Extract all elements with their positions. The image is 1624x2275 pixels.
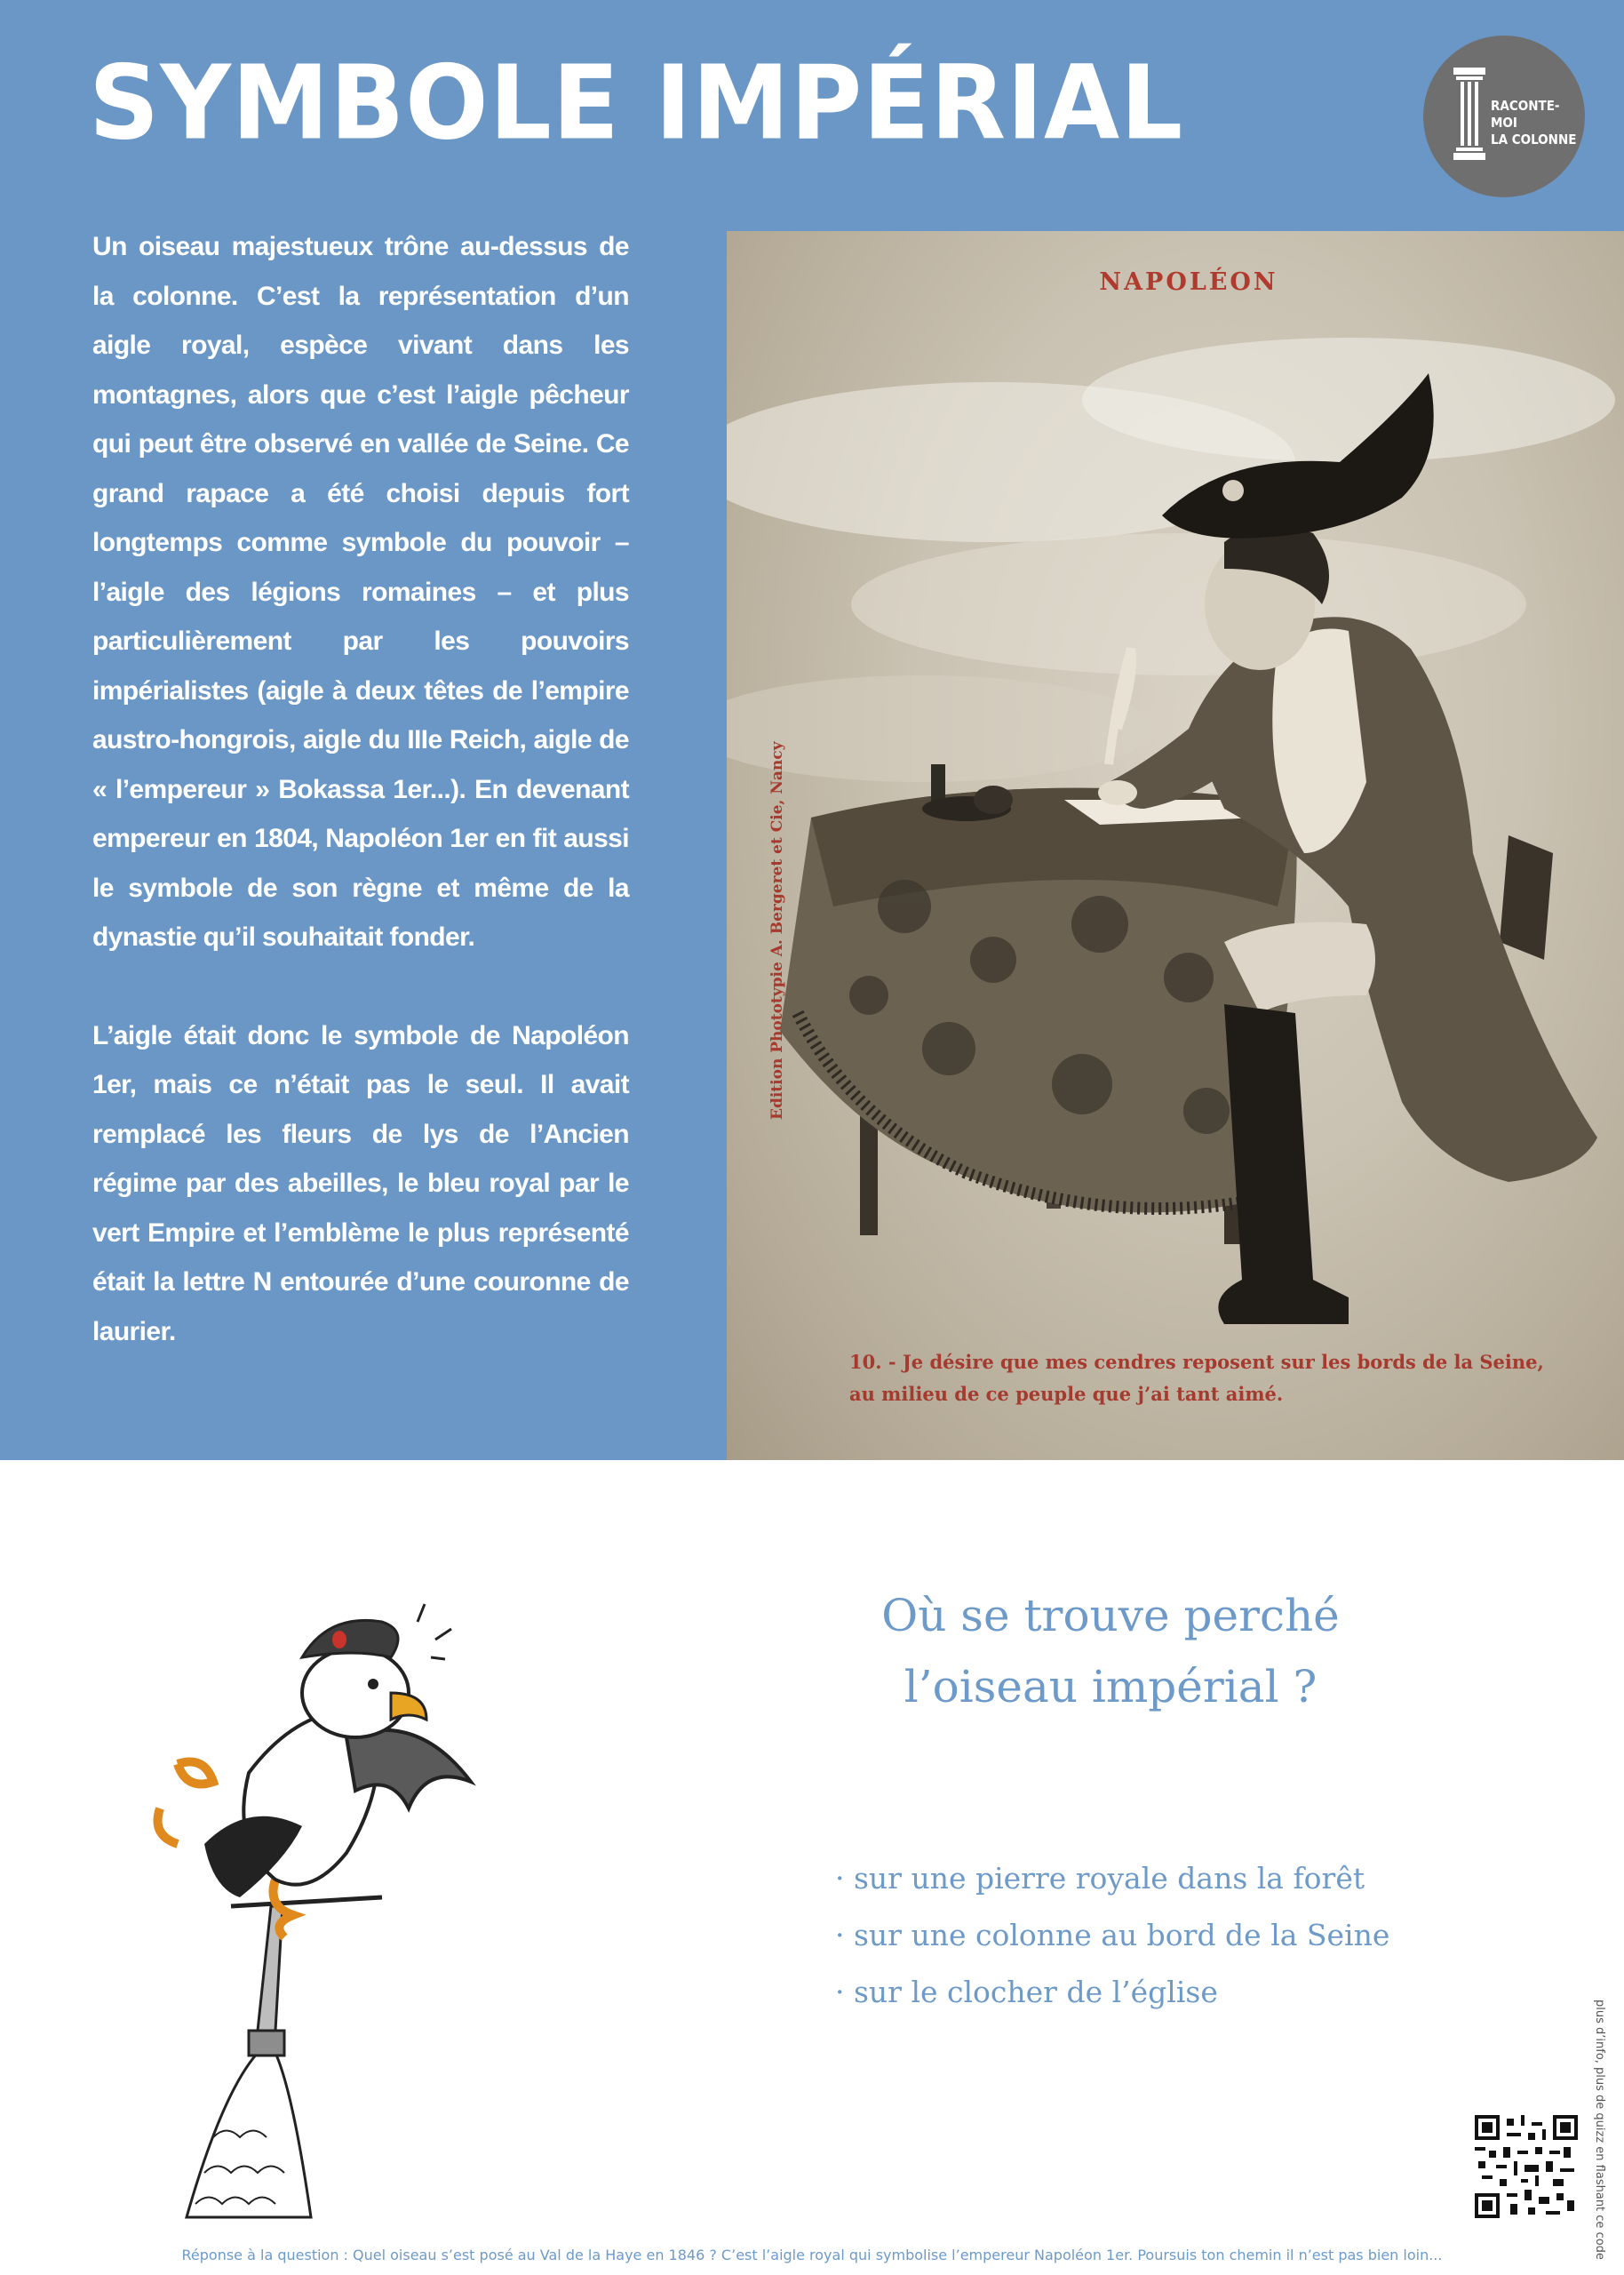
postcard-caption-line-2: au milieu de ce peuple que j’ai tant aimé. [849,1383,1284,1405]
postcard-publisher: Edition Phototypie A. Bergeret et Cie, Nancy [768,741,786,1120]
postcard-illustration [727,231,1624,1460]
column-icon [1453,68,1485,160]
quiz-question-line-2: l’oiseau impérial ? [904,1661,1318,1712]
postcard-caption-line-1: 10. - Je désire que mes cendres reposent sur les bords de la Seine, [849,1351,1544,1373]
quiz-question [800,1580,1421,1722]
quiz-option[interactable]: · sur une pierre royale dans la forêt [835,1850,1389,1907]
quiz-options [835,1850,1389,2021]
paragraph-2: L’aigle était donc le symbole de Napoléon 1er, mais ce n’était pas le seul. Il avait remplacé les fleurs de lys de l’Ancien régime par des abeilles, le bleu royal par le vert Empire et l’emblème le plus représenté était la lettre N entourée d’une couronne de laurier. [92,1020,629,1346]
quiz-option[interactable]: · sur le clocher de l’église [835,1964,1389,2021]
badge-line-1: RACONTE-MOI [1491,98,1560,131]
quiz-option[interactable]: · sur une colonne au bord de la Seine [835,1907,1389,1964]
quiz-question-line-1: Où se trouve perché [881,1590,1340,1641]
postcard-title: NAPOLÉON [1099,268,1278,296]
postcard-caption [849,1346,1578,1410]
intro-text [92,222,629,1356]
badge-line-2: LA COLONNE [1491,132,1577,148]
page-title: SYMBOLE IMPÉRIAL [89,43,1184,163]
raconte-moi-badge [1423,36,1585,197]
napoleon-postcard [727,231,1624,1460]
qr-code[interactable] [1475,2115,1578,2218]
paragraph-1: Un oiseau majestueux trône au-dessus de la colonne. C’est la représentation d’un aigle royal, espèce vivant dans les montagnes, alors que c’est l’aigle pêcheur qui peut être observé en vallée de Seine. Ce grand rapace a été choisi depuis fort longtemps comme symbole du pouvoir – l’aigle des légions romaines – et plus particulièrement par les pouvoirs impérialistes (aigle à deux têtes de l’empire austro-hongrois, aigle du IIIe Reich, aigle de « l’empereur » Bokassa 1er...). En devenant empereur en 1804, Napoléon 1er en fit aussi le symbole de son règne et même de la dynastie qu’il souhaitait fonder. [92,232,629,952]
eagle-cartoon [124,1560,515,2235]
badge-text [1491,98,1580,148]
qr-note: plus d’info, plus de quizz en flashant ce code [1593,2000,1606,2260]
answer-footer: Réponse à la question : Quel oiseau s’est posé au Val de la Haye en 1846 ? C’est l’aigle royal qui symbolise l’empereur Napoléon 1er. Poursuis ton chemin il n’est pas bien loin... [181,2247,1443,2263]
